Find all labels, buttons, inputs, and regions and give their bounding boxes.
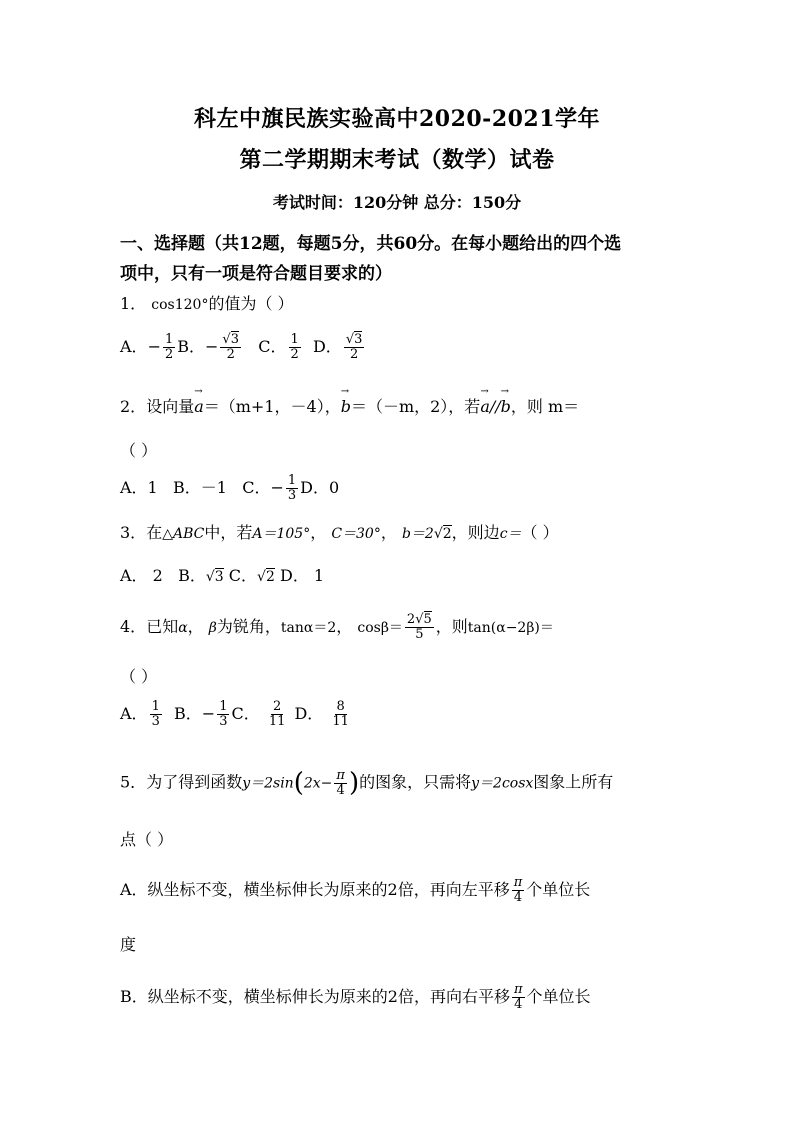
option-c-fraction: $\frac{1}{3}$ xyxy=(287,473,297,503)
question-3: 3．在△ABC中，若A＝105°， C＝30°， b＝2√2，则边c＝（ ） xyxy=(120,523,559,542)
option-c-fraction: $\frac{1}{2}$ xyxy=(290,332,299,362)
minus-sign: − xyxy=(205,337,219,356)
parallel-symbol: // xyxy=(489,397,501,416)
question-number: 3． xyxy=(120,523,147,542)
minus-sign: − xyxy=(201,704,216,723)
option-a-fraction: $\frac{1}{2}$ xyxy=(164,332,174,362)
question-number: 4． xyxy=(120,617,147,636)
option-b-label: B． xyxy=(174,704,202,723)
q4-answer-paren: （ ） xyxy=(120,667,158,686)
option-c-label: C． xyxy=(228,566,258,585)
question-1 xyxy=(120,291,294,314)
q4-options xyxy=(120,700,353,729)
option-c-label: C． xyxy=(242,478,271,497)
q5-option-a-tail: 度 xyxy=(120,935,137,954)
vector-a: → a xyxy=(480,397,490,416)
q2-answer-paren: （ ） xyxy=(120,441,158,460)
option-b-label: B． xyxy=(178,566,206,585)
exam-info: 考试时间：120分钟 总分：150分 xyxy=(272,193,522,212)
pi-over-four: $\frac{\pi}{4}$ xyxy=(336,767,345,798)
option-a-fraction: $\frac{1}{3}$ xyxy=(151,699,160,729)
exam-title-line1: 科左中旗民族实验高中2020-2021学年 xyxy=(193,106,601,132)
pi-over-four: $\frac{\pi}{4}$ xyxy=(513,982,523,1012)
option-a: A． 2 xyxy=(120,566,163,585)
option-c-label: C． xyxy=(258,337,287,356)
option-a-label: A． xyxy=(120,337,148,356)
option-d-label: D． xyxy=(312,337,342,356)
q2-options xyxy=(120,474,339,503)
q1-expression: cos120° xyxy=(151,297,209,313)
vector-a: → a xyxy=(194,397,204,416)
option-d: D．0 xyxy=(300,478,340,497)
question-number: 2． xyxy=(120,397,147,416)
option-b-fraction: $\frac{1}{3}$ xyxy=(219,699,228,729)
option-b-label: B． xyxy=(177,337,206,356)
q3-options: A． 2 B．√3 C．√2 D． 1 xyxy=(120,566,325,585)
option-d-fraction: $\frac{8}{11}$ xyxy=(332,699,349,729)
q5-option-b: B．纵坐标不变，横坐标伸长为原来的2倍，再向右平移 $\frac{\pi}{4}$ 个单位长 xyxy=(120,982,591,1012)
vector-b: → b xyxy=(501,397,511,416)
option-c-fraction: $\frac{2}{11}$ xyxy=(268,699,286,729)
question-number: 5． xyxy=(120,772,147,792)
exam-title-line2: 第二学期期末考试（数学）试卷 xyxy=(239,147,555,173)
triangle-abc: △ABC xyxy=(162,526,205,542)
option-a: A．1 xyxy=(120,478,158,497)
vector-b: → b xyxy=(341,397,351,416)
cos-beta-fraction: $\frac{2√5}{5}$ xyxy=(406,612,432,642)
question-2: 2．设向量→ a＝（m+1，－4），→ b＝（－m，2），若→ a//→ b，则 m＝ xyxy=(120,394,579,417)
question-5: 5．为了得到函数y＝2sin(2x− $\frac{\pi}{4}$ )的图象，只需将y＝2cosx图象上所有 xyxy=(120,767,614,798)
option-b-fraction: $\frac{√3}{2}$ xyxy=(222,332,239,362)
option-a-label: A． xyxy=(120,704,148,723)
minus-sign: − xyxy=(270,478,284,497)
option-c-label: C． xyxy=(231,704,260,723)
q5-option-a: A．纵坐标不变，横坐标伸长为原来的2倍，再向左平移 $\frac{\pi}{4}$ 个单位长 xyxy=(120,875,591,905)
minus-sign: − xyxy=(147,337,161,356)
question-number: 1． xyxy=(120,294,147,313)
option-d-fraction: $\frac{√3}{2}$ xyxy=(345,332,363,362)
q1-options xyxy=(120,333,366,362)
section1-heading-line1: 一、选择题（共12题，每题5分，共60分。在每小题给出的四个选 xyxy=(120,234,622,254)
pi-over-four: $\frac{\pi}{4}$ xyxy=(513,875,523,905)
option-d: D． 1 xyxy=(279,566,325,585)
option-d-label: D． xyxy=(294,704,324,723)
q1-text: 的值为（ ） xyxy=(208,294,294,313)
question-4: 4．已知α， β为锐角，tanα＝2， cosβ＝ $\frac{2√5}{5}$ ，则tan(α−2β)＝ xyxy=(120,612,554,642)
q5-answer-paren: 点（ ） xyxy=(120,830,174,849)
option-b: B．－1 xyxy=(173,478,227,497)
section1-heading-line2: 项中，只有一项是符合题目要求的） xyxy=(120,264,392,284)
